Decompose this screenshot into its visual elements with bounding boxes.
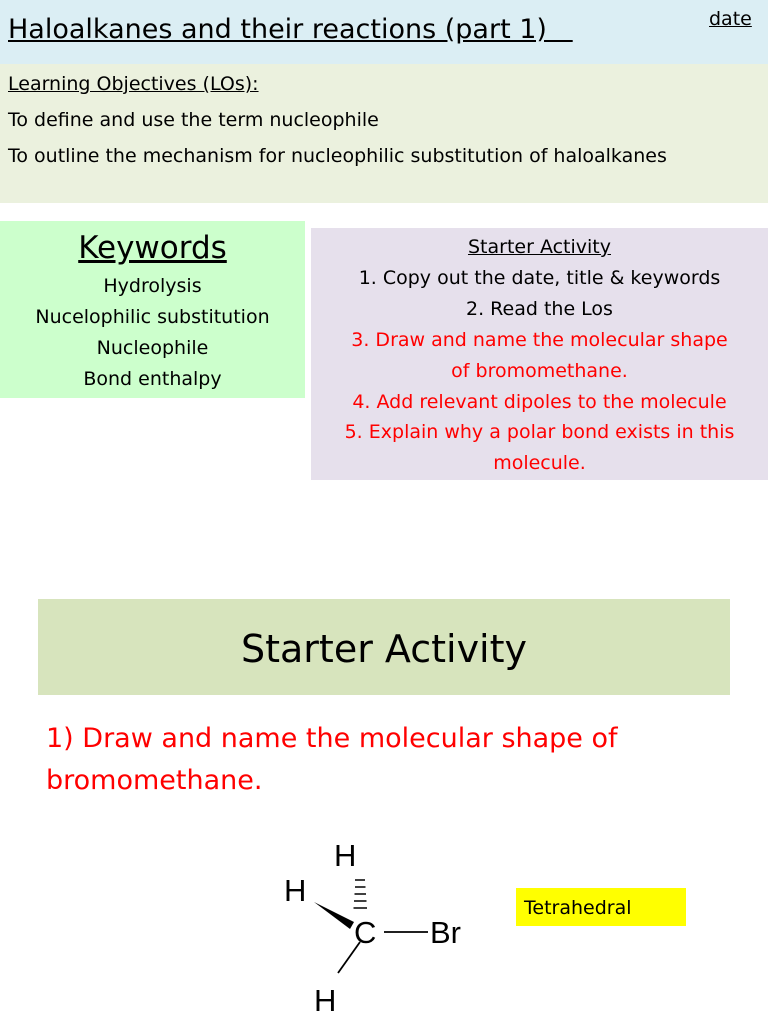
hashed-wedge-bond [354,880,368,908]
objective-item: To define and use the term nucleophile [8,109,379,131]
atom-carbon: C [354,915,377,950]
page-title: Haloalkanes and their reactions (part 1) [8,14,573,45]
atom-bromine: Br [430,915,461,950]
atom-h-left: H [284,873,307,908]
keywords-heading: Keywords [78,230,227,266]
keyword-item: Nucleophile [96,337,209,359]
starter-step: molecule. [493,452,586,474]
atom-h-top: H [334,838,357,873]
objectives-heading: Learning Objectives (LOs): [8,73,259,95]
solid-wedge-bond [314,902,354,929]
starter-step: 5. Explain why a polar bond exists in this [344,421,735,443]
starter-step: 4. Add relevant dipoles to the molecule [352,391,727,413]
starter-activity-heading: Starter Activity [467,236,611,258]
atom-h-bottom: H [314,983,337,1018]
keyword-item: Hydrolysis [103,275,202,297]
starter-step: 2. Read the Los [466,298,613,320]
bromomethane-structure [270,830,500,1020]
starter-step: 3. Draw and name the molecular shape [351,329,728,351]
answer-text: Tetrahedral [524,897,632,919]
question-text: 1) Draw and name the molecular shape of bromomethane. [46,723,618,796]
date-label: date [709,8,752,30]
starter-step: of bromomethane. [451,360,628,382]
keyword-item: Nucelophilic substitution [35,306,270,328]
keyword-item: Bond enthalpy [83,368,222,390]
objective-item: To outline the mechanism for nucleophilic substitution of haloalkanes [8,145,667,167]
starter-banner-title: Starter Activity [240,627,528,671]
starter-step: 1. Copy out the date, title & keywords [358,267,721,289]
